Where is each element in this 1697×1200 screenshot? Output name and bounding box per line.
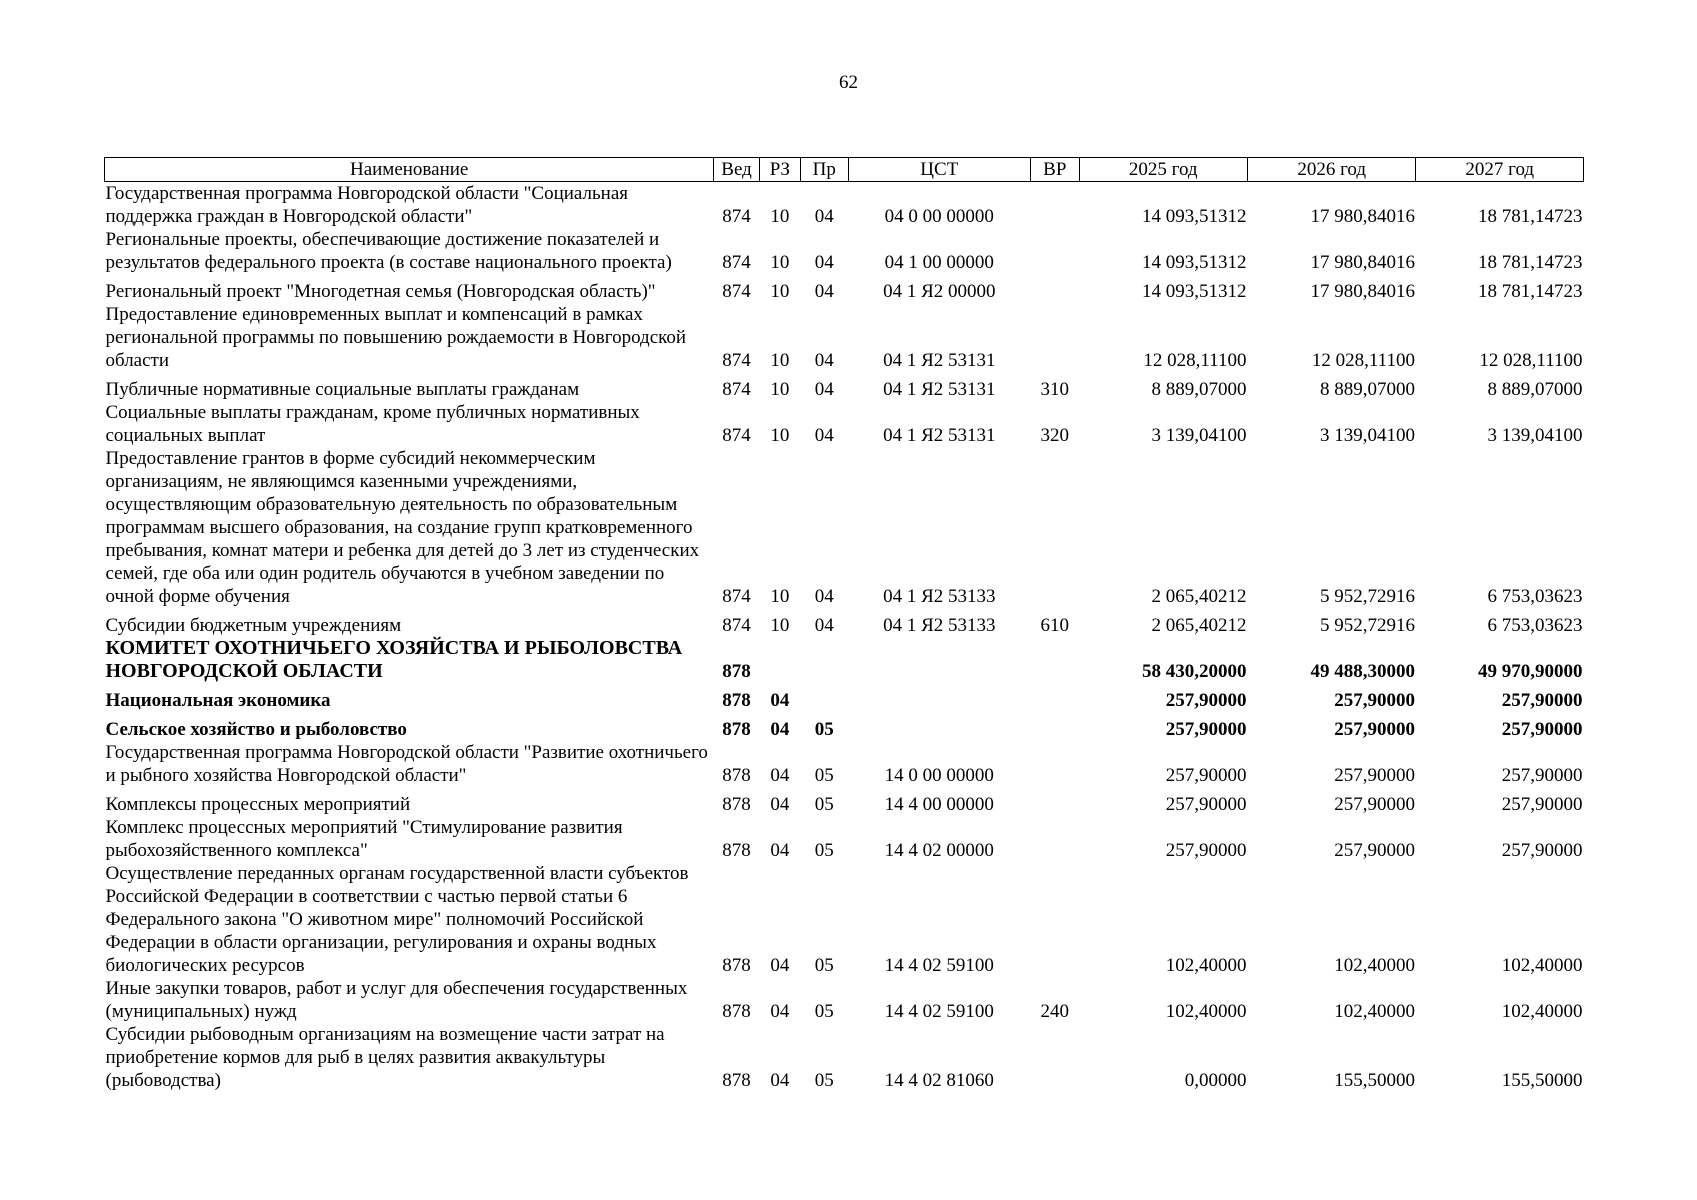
- row-vr: [1031, 447, 1079, 608]
- row-name: КОМИТЕТ ОХОТНИЧЬЕГО ХОЗЯЙСТВА И РЫБОЛОВСТВА НОВГОРОДСКОЙ ОБЛАСТИ: [105, 637, 683, 682]
- row-pr: 05: [814, 719, 834, 740]
- row-2026: 5 952,72916: [1319, 586, 1415, 607]
- row-vr: [1031, 1023, 1079, 1092]
- row-cst: 14 4 00 00000: [884, 794, 994, 815]
- row-2025: 3 139,04100: [1151, 425, 1247, 446]
- row-name: Национальная экономика: [105, 690, 331, 711]
- row-ved: 878: [722, 955, 751, 976]
- row-2027: 6 753,03623: [1487, 615, 1583, 636]
- row-cst: 14 4 02 59100: [884, 1001, 994, 1022]
- header-name: Наименование: [105, 158, 714, 182]
- row-rz: 10: [770, 379, 790, 400]
- budget-table: [104, 157, 1584, 1092]
- table-row: [105, 182, 1584, 229]
- page-number: 62: [839, 72, 858, 93]
- row-2027: 18 781,14723: [1478, 281, 1583, 302]
- row-2027: 257,90000: [1501, 794, 1583, 815]
- table-row: [105, 303, 1584, 372]
- row-ved: 874: [722, 586, 751, 607]
- row-pr: 04: [814, 379, 834, 400]
- row-ved: 878: [722, 1070, 751, 1091]
- row-cst: 04 1 Я2 53133: [883, 586, 996, 607]
- table-row: [105, 787, 1584, 816]
- row-vr: [1031, 637, 1079, 683]
- row-2025: 257,90000: [1165, 719, 1247, 740]
- row-vr: [1031, 741, 1079, 787]
- table-row: [105, 1023, 1584, 1092]
- row-ved: 878: [722, 1001, 751, 1022]
- row-cst: 04 1 Я2 00000: [883, 281, 996, 302]
- table-row: [105, 741, 1584, 787]
- row-rz: 10: [770, 206, 790, 227]
- row-pr: 05: [814, 840, 834, 861]
- row-2027: 257,90000: [1501, 690, 1583, 711]
- row-2027: 6 753,03623: [1487, 586, 1583, 607]
- row-pr: 04: [814, 586, 834, 607]
- row-ved: 878: [722, 719, 751, 740]
- row-2027: 12 028,11100: [1479, 350, 1583, 371]
- table-row: [105, 683, 1584, 712]
- row-vr: [1031, 683, 1079, 712]
- row-2025: 8 889,07000: [1151, 379, 1247, 400]
- table-row: [105, 977, 1584, 1023]
- row-rz: 10: [770, 350, 790, 371]
- row-2026: 257,90000: [1334, 690, 1415, 711]
- row-cst: 04 0 00 00000: [884, 206, 994, 227]
- row-2027: 18 781,14723: [1478, 206, 1583, 227]
- row-2025: 14 093,51312: [1141, 206, 1247, 227]
- row-2026: 8 889,07000: [1319, 379, 1415, 400]
- row-cst: 04 1 Я2 53131: [883, 379, 996, 400]
- row-2027: 155,50000: [1501, 1070, 1583, 1091]
- row-ved: 874: [722, 350, 751, 371]
- row-pr: 05: [814, 1001, 834, 1022]
- row-cst: 14 4 02 00000: [884, 840, 994, 861]
- row-vr: [1031, 787, 1079, 816]
- header-ved: Вед: [714, 158, 759, 182]
- row-2027: 102,40000: [1501, 1001, 1583, 1022]
- table-row: [105, 228, 1584, 274]
- table-row: [105, 712, 1584, 741]
- row-2027: 102,40000: [1501, 955, 1583, 976]
- row-rz: 10: [770, 252, 790, 273]
- header-cst: ЦСТ: [848, 158, 1031, 182]
- table-row: [105, 637, 1584, 683]
- row-vr: 610: [1040, 615, 1070, 636]
- row-2026: 17 980,84016: [1310, 252, 1415, 273]
- row-2025: 14 093,51312: [1141, 281, 1247, 302]
- table-row: [105, 274, 1584, 303]
- row-ved: 874: [722, 425, 751, 446]
- row-2025: 12 028,11100: [1143, 350, 1247, 371]
- row-rz: 04: [770, 794, 790, 815]
- row-2026: 49 488,30000: [1310, 661, 1415, 682]
- row-name: Сельское хозяйство и рыболовство: [105, 719, 407, 740]
- row-2025: 2 065,40212: [1151, 586, 1247, 607]
- row-ved: 874: [722, 379, 751, 400]
- row-2026: 155,50000: [1334, 1070, 1415, 1091]
- header-2027: 2027 год: [1416, 158, 1584, 182]
- row-2026: 257,90000: [1334, 719, 1415, 740]
- row-vr: [1031, 303, 1079, 372]
- row-2026: 102,40000: [1334, 1001, 1415, 1022]
- row-rz: 04: [770, 1001, 790, 1022]
- row-pr: 05: [814, 794, 834, 815]
- row-name: Публичные нормативные социальные выплаты гражданам: [105, 379, 580, 400]
- row-2026: 257,90000: [1334, 794, 1415, 815]
- row-pr: 05: [814, 765, 834, 786]
- row-vr: [1031, 862, 1079, 977]
- row-2026: 17 980,84016: [1310, 206, 1415, 227]
- row-2025: 257,90000: [1165, 765, 1247, 786]
- row-name: Иные закупки товаров, работ и услуг для обеспечения государственных (муниципальных) нужд: [105, 978, 688, 1022]
- row-rz: 04: [770, 690, 790, 711]
- row-cst: [848, 683, 1031, 712]
- row-ved: 878: [722, 840, 751, 861]
- row-name: Осуществление переданных органам государственной власти субъектов Российской Федерации в соответствии с частью первой статьи 6 Федерального закона "О животном мире" полномочий Российской Федерации в области организации, регулирования и охраны водных биологических ресурсов: [105, 863, 689, 976]
- row-2026: 102,40000: [1334, 955, 1415, 976]
- row-vr: 320: [1040, 425, 1070, 446]
- row-pr: 04: [814, 615, 834, 636]
- header-pr: Пр: [801, 158, 848, 182]
- row-name: Субсидии рыбоводным организациям на возмещение части затрат на приобретение кормов для рыб в целях развития аквакультуры (рыбоводства): [105, 1024, 665, 1091]
- row-vr: [1031, 228, 1079, 274]
- row-cst: 04 1 00 00000: [884, 252, 994, 273]
- row-vr: 310: [1040, 379, 1070, 400]
- row-name: Предоставление единовременных выплат и компенсаций в рамках региональной программы по повышению рождаемости в Новгородской области: [105, 304, 687, 371]
- row-name: Государственная программа Новгородской области "Развитие охотничьего и рыбного хозяйства Новгородской области": [105, 742, 708, 786]
- row-2027: 257,90000: [1501, 719, 1583, 740]
- table-row: [105, 401, 1584, 447]
- row-vr: [1031, 182, 1079, 229]
- row-ved: 874: [722, 252, 751, 273]
- row-name: Субсидии бюджетным учреждениям: [105, 615, 402, 636]
- header-vr: ВР: [1031, 158, 1079, 182]
- row-ved: 878: [722, 765, 751, 786]
- row-2027: 257,90000: [1501, 765, 1583, 786]
- row-2026: 257,90000: [1334, 840, 1415, 861]
- row-vr: 240: [1040, 1001, 1070, 1022]
- header-2025: 2025 год: [1079, 158, 1247, 182]
- row-pr: 04: [814, 206, 834, 227]
- table-header-row: [105, 158, 1584, 182]
- row-vr: [1031, 274, 1079, 303]
- row-rz: 10: [770, 615, 790, 636]
- row-2026: 17 980,84016: [1310, 281, 1415, 302]
- row-2027: 8 889,07000: [1487, 379, 1583, 400]
- row-cst: 04 1 Я2 53131: [883, 350, 996, 371]
- table-row: [105, 816, 1584, 862]
- row-rz: 04: [770, 955, 790, 976]
- row-name: Комплексы процессных мероприятий: [105, 794, 411, 815]
- table-row: [105, 862, 1584, 977]
- row-ved: 874: [722, 281, 751, 302]
- table-row: [105, 608, 1584, 637]
- row-2026: 3 139,04100: [1319, 425, 1415, 446]
- row-rz: 04: [770, 719, 790, 740]
- row-pr: [801, 683, 848, 712]
- row-name: Социальные выплаты гражданам, кроме публичных нормативных социальных выплат: [105, 402, 640, 446]
- row-pr: [801, 637, 848, 683]
- row-rz: [759, 637, 800, 683]
- row-rz: 04: [770, 840, 790, 861]
- row-2027: 3 139,04100: [1487, 425, 1583, 446]
- row-pr: 04: [814, 350, 834, 371]
- row-2025: 14 093,51312: [1141, 252, 1247, 273]
- row-2025: 102,40000: [1165, 955, 1247, 976]
- row-2027: 257,90000: [1501, 840, 1583, 861]
- table-row: [105, 372, 1584, 401]
- row-name: Комплекс процессных мероприятий "Стимулирование развития рыбохозяйственного комплекса": [105, 817, 623, 861]
- row-pr: 04: [814, 425, 834, 446]
- header-2026: 2026 год: [1247, 158, 1415, 182]
- row-name: Предоставление грантов в форме субсидий некоммерческим организациям, не являющимся казенными учреждениями, осуществляющим образовательную деятельность по образовательным программам высшего образования, на создание групп кратковременного пребывания, комнат матери и ребенка для детей до 3 лет из студенческих семей, где оба или один родитель обучаются в учебном заведении по очной форме обучения: [105, 448, 700, 607]
- row-2026: 12 028,11100: [1311, 350, 1415, 371]
- row-cst: 14 4 02 59100: [884, 955, 994, 976]
- row-2025: 257,90000: [1165, 840, 1247, 861]
- row-ved: 874: [722, 206, 751, 227]
- row-rz: 04: [770, 1070, 790, 1091]
- row-pr: 05: [814, 1070, 834, 1091]
- row-cst: 04 1 Я2 53131: [883, 425, 996, 446]
- row-cst: 14 4 02 81060: [884, 1070, 994, 1091]
- row-cst: [848, 637, 1031, 683]
- row-2025: 257,90000: [1165, 690, 1247, 711]
- row-name: Региональные проекты, обеспечивающие достижение показателей и результатов федерального проекта (в составе национального проекта): [105, 229, 672, 273]
- table-row: [105, 447, 1584, 608]
- row-ved: 878: [722, 794, 751, 815]
- row-2025: 58 430,20000: [1141, 661, 1247, 682]
- row-2025: 2 065,40212: [1151, 615, 1247, 636]
- row-2027: 18 781,14723: [1478, 252, 1583, 273]
- row-rz: 04: [770, 765, 790, 786]
- row-pr: 04: [814, 281, 834, 302]
- row-cst: 14 0 00 00000: [884, 765, 994, 786]
- row-2026: 257,90000: [1334, 765, 1415, 786]
- row-name: Региональный проект "Многодетная семья (Новгородская область)": [105, 281, 656, 302]
- row-rz: 10: [770, 281, 790, 302]
- row-cst: 04 1 Я2 53133: [883, 615, 996, 636]
- header-rz: РЗ: [759, 158, 800, 182]
- row-2025: 257,90000: [1165, 794, 1247, 815]
- row-vr: [1031, 816, 1079, 862]
- row-cst: [848, 712, 1031, 741]
- row-pr: 04: [814, 252, 834, 273]
- row-ved: 878: [722, 661, 751, 682]
- row-2027: 49 970,90000: [1478, 661, 1583, 682]
- row-name: Государственная программа Новгородской области "Социальная поддержка граждан в Новгородской области": [105, 183, 629, 227]
- row-2025: 102,40000: [1165, 1001, 1247, 1022]
- row-ved: 874: [722, 615, 751, 636]
- row-rz: 10: [770, 586, 790, 607]
- row-ved: 878: [722, 690, 751, 711]
- row-2025: 0,00000: [1184, 1070, 1247, 1091]
- row-vr: [1031, 712, 1079, 741]
- row-pr: 05: [814, 955, 834, 976]
- row-rz: 10: [770, 425, 790, 446]
- row-2026: 5 952,72916: [1319, 615, 1415, 636]
